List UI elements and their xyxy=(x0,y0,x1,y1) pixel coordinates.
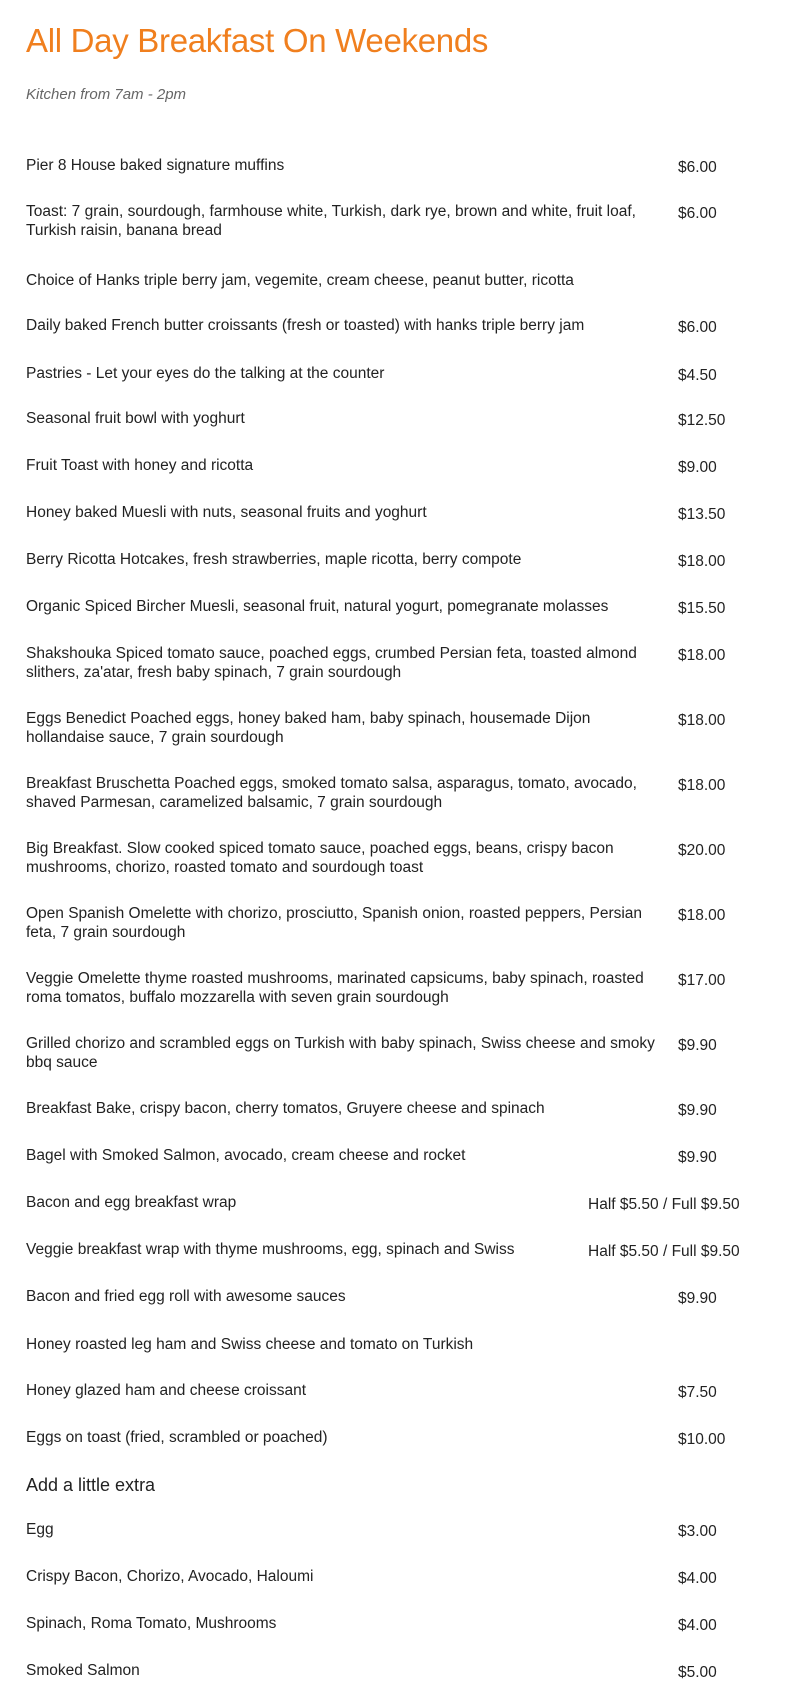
menu-item-name: Veggie breakfast wrap with thyme mushrooms, egg, spinach and Swiss xyxy=(26,1241,515,1258)
menu-item-price: $18.00 xyxy=(678,553,726,570)
menu-item-price: $9.90 xyxy=(678,1102,717,1119)
menu-item-name: Honey roasted leg ham and Swiss cheese and tomato on Turkish xyxy=(26,1336,474,1353)
menu-item-price: $6.00 xyxy=(678,319,717,336)
menu-item-name: Bacon and fried egg roll with awesome sauces xyxy=(26,1288,346,1305)
menu-item-name: Toast: 7 grain, sourdough, farmhouse white, Turkish, dark rye, brown and white, fruit loaf, Turkish raisin, banana bread xyxy=(26,203,636,239)
menu-item-name: Veggie Omelette thyme roasted mushrooms, marinated capsicums, baby spinach, roasted roma tomatos, buffalo mozzarella with seven grain sourdough xyxy=(26,970,644,1006)
extra-item-price: $3.00 xyxy=(678,1523,717,1540)
menu-item-price: $7.50 xyxy=(678,1384,717,1401)
menu-item-name: Shakshouka Spiced tomato sauce, poached eggs, crumbed Persian feta, toasted almond slithers, za'atar, fresh baby spinach, 7 grain sourdough xyxy=(26,645,637,681)
extras-heading: Add a little extra xyxy=(26,1475,156,1495)
menu-item-price: $4.50 xyxy=(678,367,717,384)
menu-item-name: Eggs on toast (fried, scrambled or poached) xyxy=(26,1429,328,1446)
menu-item-price: Half $5.50 / Full $9.50 xyxy=(588,1243,740,1260)
menu-item-name: Organic Spiced Bircher Muesli, seasonal fruit, natural yogurt, pomegranate molasses xyxy=(26,598,609,615)
extra-item-name: Smoked Salmon xyxy=(26,1662,140,1679)
menu-item-name: Daily baked French butter croissants (fresh or toasted) with hanks triple berry jam xyxy=(26,317,585,334)
menu-item-price: $18.00 xyxy=(678,712,726,729)
menu-item-price: $17.00 xyxy=(678,972,726,989)
menu-item-name: Breakfast Bruschetta Poached eggs, smoked tomato salsa, asparagus, tomato, avocado, shaved Parmesan, caramelized balsamic, 7 grain sourdough xyxy=(26,775,637,811)
menu-item-name: Bagel with Smoked Salmon, avocado, cream cheese and rocket xyxy=(26,1147,466,1164)
menu-item-name: Big Breakfast. Slow cooked spiced tomato sauce, poached eggs, beans, crispy bacon mushrooms, chorizo, roasted tomato and sourdough toast xyxy=(26,840,614,876)
menu-item-price: $12.50 xyxy=(678,412,726,429)
menu-item-name: Fruit Toast with honey and ricotta xyxy=(26,457,254,474)
extra-item-price: $4.00 xyxy=(678,1617,717,1634)
extra-item-name: Egg xyxy=(26,1521,54,1538)
menu-item-price: $9.90 xyxy=(678,1149,717,1166)
menu-item-price: $6.00 xyxy=(678,159,717,176)
page-title: All Day Breakfast On Weekends xyxy=(26,22,489,59)
menu-item-name: Grilled chorizo and scrambled eggs on Turkish with baby spinach, Swiss cheese and smoky bbq sauce xyxy=(26,1035,655,1071)
menu-item-price: $15.50 xyxy=(678,600,726,617)
menu-item-price: Half $5.50 / Full $9.50 xyxy=(588,1196,740,1213)
menu-item-price: $20.00 xyxy=(678,842,726,859)
menu-item-price: $18.00 xyxy=(678,777,726,794)
menu-item-name: Bacon and egg breakfast wrap xyxy=(26,1194,237,1211)
menu-item-price: $9.90 xyxy=(678,1290,717,1307)
extra-item-price: $5.00 xyxy=(678,1664,717,1681)
extra-item-price: $4.00 xyxy=(678,1570,717,1587)
menu-item-name: Pastries - Let your eyes do the talking at the counter xyxy=(26,365,385,382)
menu-item-name: Eggs Benedict Poached eggs, honey baked ham, baby spinach, housemade Dijon hollandaise sauce, 7 grain sourdough xyxy=(26,710,591,746)
extra-item-name: Crispy Bacon, Chorizo, Avocado, Haloumi xyxy=(26,1568,314,1585)
menu-item-name: Breakfast Bake, crispy bacon, cherry tomatos, Gruyere cheese and spinach xyxy=(26,1100,545,1117)
menu-item-price: $6.00 xyxy=(678,205,717,222)
menu-item-price: $9.90 xyxy=(678,1037,717,1054)
menu-item-price: $13.50 xyxy=(678,506,726,523)
menu-item-name: Berry Ricotta Hotcakes, fresh strawberries, maple ricotta, berry compote xyxy=(26,551,522,568)
extra-item-name: Spinach, Roma Tomato, Mushrooms xyxy=(26,1615,277,1632)
menu-item-name: Honey glazed ham and cheese croissant xyxy=(26,1382,307,1399)
menu-item-price: $9.00 xyxy=(678,459,717,476)
menu-item-price: $10.00 xyxy=(678,1431,726,1448)
menu-item-name: Pier 8 House baked signature muffins xyxy=(26,157,285,174)
menu-item-price: $18.00 xyxy=(678,647,726,664)
menu-item-price: $18.00 xyxy=(678,907,726,924)
kitchen-hours: Kitchen from 7am - 2pm xyxy=(26,86,187,103)
menu-item-name: Honey baked Muesli with nuts, seasonal fruits and yoghurt xyxy=(26,504,427,521)
menu-item-name: Open Spanish Omelette with chorizo, prosciutto, Spanish onion, roasted peppers, Persian feta, 7 grain sourdough xyxy=(26,905,643,941)
menu-item-name: Choice of Hanks triple berry jam, vegemite, cream cheese, peanut butter, ricotta xyxy=(26,272,574,289)
menu-item-name: Seasonal fruit bowl with yoghurt xyxy=(26,410,245,427)
